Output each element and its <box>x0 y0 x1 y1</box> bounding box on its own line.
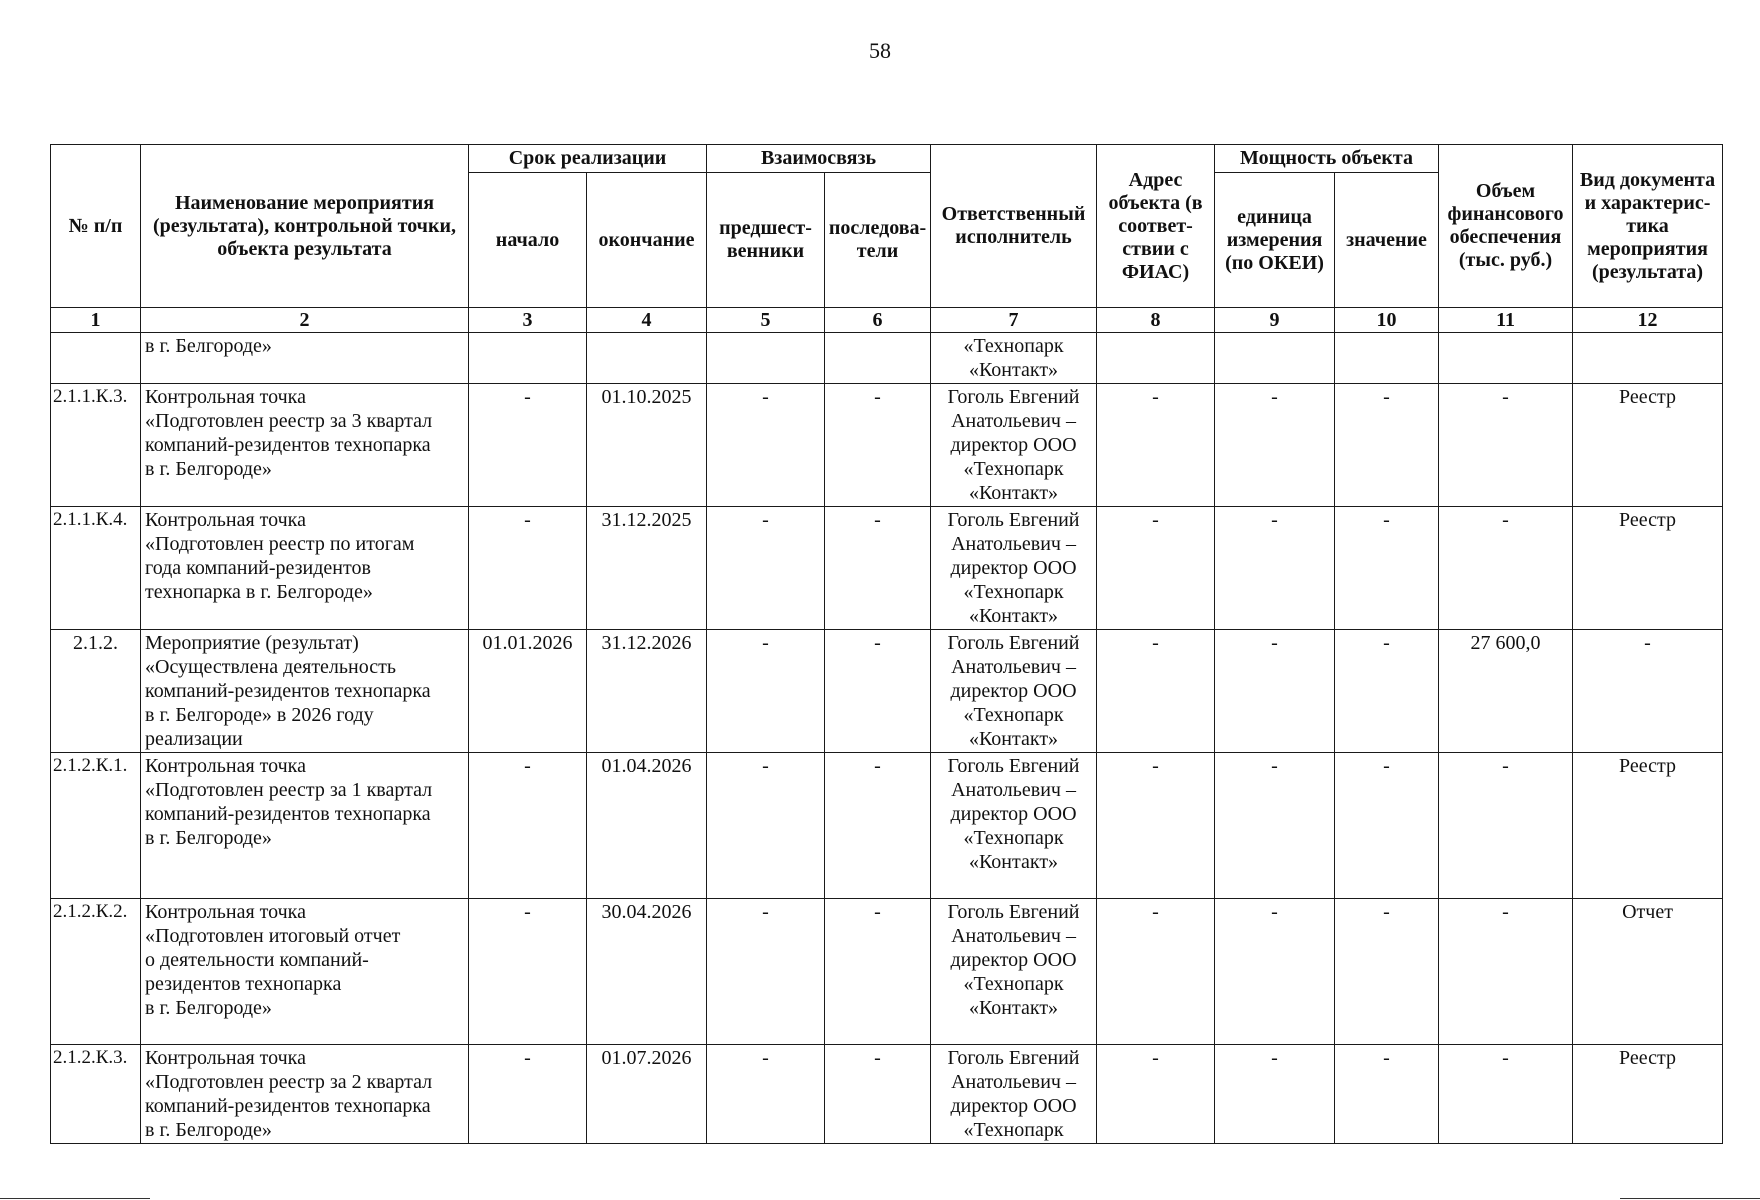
table-row <box>51 1045 1723 1144</box>
row-document: Реестр <box>1573 1045 1723 1144</box>
header-address: Адрес объекта (в соответ-ствии с ФИАС) <box>1097 145 1215 308</box>
table-row <box>51 384 1723 507</box>
row-value: - <box>1335 630 1439 753</box>
row-successors: - <box>825 384 931 507</box>
row-end: 31.12.2026 <box>587 630 707 753</box>
row-predecessors <box>707 333 825 384</box>
row-responsible: Гоголь Евгений Анатольевич – директор ООО «Технопарк «Контакт» <box>931 899 1097 1045</box>
header-period-group: Срок реализации <box>469 145 707 173</box>
row-end: 01.04.2026 <box>587 753 707 899</box>
row-end: 31.12.2025 <box>587 507 707 630</box>
row-end <box>587 333 707 384</box>
row-predecessors: - <box>707 753 825 899</box>
column-number: 8 <box>1097 308 1215 333</box>
table-row <box>51 333 1723 384</box>
header-link-group: Взаимосвязь <box>707 145 931 173</box>
header-finance: Объем финансового обеспечения (тыс. руб.) <box>1439 145 1573 308</box>
row-start: - <box>469 1045 587 1144</box>
row-number: 2.1.1.К.3. <box>51 384 141 507</box>
table-row <box>51 899 1723 1045</box>
row-document <box>1573 333 1723 384</box>
header-predecessors: предшест-венники <box>707 173 825 308</box>
row-value: - <box>1335 899 1439 1045</box>
column-number: 1 <box>51 308 141 333</box>
row-predecessors: - <box>707 899 825 1045</box>
row-number: 2.1.2. <box>51 630 141 753</box>
column-number: 4 <box>587 308 707 333</box>
row-finance: - <box>1439 507 1573 630</box>
row-address: - <box>1097 384 1215 507</box>
row-number <box>51 333 141 384</box>
column-number-row <box>51 308 1723 333</box>
row-document: Отчет <box>1573 899 1723 1045</box>
row-unit <box>1215 333 1335 384</box>
row-successors: - <box>825 630 931 753</box>
row-successors: - <box>825 507 931 630</box>
header-unit: единица измерения (по ОКЕИ) <box>1215 173 1335 308</box>
row-address: - <box>1097 507 1215 630</box>
row-address: - <box>1097 899 1215 1045</box>
row-finance: 27 600,0 <box>1439 630 1573 753</box>
column-number: 6 <box>825 308 931 333</box>
row-number: 2.1.2.К.3. <box>51 1045 141 1144</box>
header-successors: последова-тели <box>825 173 931 308</box>
row-document: Реестр <box>1573 753 1723 899</box>
column-number: 5 <box>707 308 825 333</box>
row-document: - <box>1573 630 1723 753</box>
plan-table <box>50 144 1723 1144</box>
row-address: - <box>1097 1045 1215 1144</box>
row-finance: - <box>1439 899 1573 1045</box>
header-capacity-group: Мощность объекта <box>1215 145 1439 173</box>
row-responsible: Гоголь Евгений Анатольевич – директор ООО «Технопарк «Контакт» <box>931 507 1097 630</box>
header-responsible: Ответственный исполнитель <box>931 145 1097 308</box>
header-start: начало <box>469 173 587 308</box>
row-finance: - <box>1439 1045 1573 1144</box>
row-successors: - <box>825 899 931 1045</box>
row-end: 30.04.2026 <box>587 899 707 1045</box>
row-document: Реестр <box>1573 507 1723 630</box>
column-number: 12 <box>1573 308 1723 333</box>
row-end: 01.10.2025 <box>587 384 707 507</box>
header-num: № п/п <box>51 145 141 308</box>
column-number: 9 <box>1215 308 1335 333</box>
row-start <box>469 333 587 384</box>
row-number: 2.1.2.К.1. <box>51 753 141 899</box>
row-address: - <box>1097 630 1215 753</box>
row-responsible: Гоголь Евгений Анатольевич – директор ООО «Технопарк «Контакт» <box>931 753 1097 899</box>
row-successors: - <box>825 753 931 899</box>
row-predecessors: - <box>707 1045 825 1144</box>
row-number: 2.1.2.К.2. <box>51 899 141 1045</box>
row-start: - <box>469 507 587 630</box>
row-name: Контрольная точка «Подготовлен реестр по итогам года компаний-резидентов технопарка в г. Белгороде» <box>141 507 469 630</box>
row-value <box>1335 333 1439 384</box>
header-end: окончание <box>587 173 707 308</box>
row-name: Контрольная точка «Подготовлен реестр за 1 квартал компаний-резидентов технопарка в г. Белгороде» <box>141 753 469 899</box>
row-unit: - <box>1215 753 1335 899</box>
row-name: Мероприятие (результат) «Осуществлена деятельность компаний-резидентов технопарка в г. Белгороде» в 2026 году реализации <box>141 630 469 753</box>
row-predecessors: - <box>707 384 825 507</box>
row-name: Контрольная точка «Подготовлен итоговый отчет о деятельности компаний- резидентов технопарка в г. Белгороде» <box>141 899 469 1045</box>
row-successors: - <box>825 1045 931 1144</box>
table-row <box>51 507 1723 630</box>
header-document: Вид документа и характерис-тика мероприятия (результата) <box>1573 145 1723 308</box>
row-responsible: Гоголь Евгений Анатольевич – директор ООО «Технопарк «Контакт» <box>931 630 1097 753</box>
column-number: 10 <box>1335 308 1439 333</box>
row-predecessors: - <box>707 507 825 630</box>
row-unit: - <box>1215 384 1335 507</box>
row-start: - <box>469 899 587 1045</box>
row-unit: - <box>1215 1045 1335 1144</box>
row-document: Реестр <box>1573 384 1723 507</box>
row-finance: - <box>1439 384 1573 507</box>
row-unit: - <box>1215 899 1335 1045</box>
row-finance: - <box>1439 753 1573 899</box>
row-finance <box>1439 333 1573 384</box>
row-end: 01.07.2026 <box>587 1045 707 1144</box>
header-value: значение <box>1335 173 1439 308</box>
row-name: Контрольная точка «Подготовлен реестр за 3 квартал компаний-резидентов технопарка в г. Белгороде» <box>141 384 469 507</box>
row-address <box>1097 333 1215 384</box>
page-number: 58 <box>869 38 891 63</box>
row-value: - <box>1335 753 1439 899</box>
row-responsible: Гоголь Евгений Анатольевич – директор ООО «Технопарк «Контакт» <box>931 384 1097 507</box>
row-predecessors: - <box>707 630 825 753</box>
row-successors <box>825 333 931 384</box>
column-number: 2 <box>141 308 469 333</box>
table-row <box>51 753 1723 899</box>
column-number: 7 <box>931 308 1097 333</box>
row-name: в г. Белгороде» <box>141 333 469 384</box>
row-number: 2.1.1.К.4. <box>51 507 141 630</box>
column-number: 11 <box>1439 308 1573 333</box>
row-value: - <box>1335 1045 1439 1144</box>
row-unit: - <box>1215 630 1335 753</box>
row-address: - <box>1097 753 1215 899</box>
row-name: Контрольная точка «Подготовлен реестр за 2 квартал компаний-резидентов технопарка в г. Белгороде» <box>141 1045 469 1144</box>
row-start: - <box>469 384 587 507</box>
row-responsible: «Технопарк «Контакт» <box>931 333 1097 384</box>
page-edge-mark <box>0 1198 150 1199</box>
header-name: Наименование мероприятия (результата), контрольной точки, объекта результата <box>141 145 469 308</box>
page-edge-mark <box>1620 1198 1760 1199</box>
row-unit: - <box>1215 507 1335 630</box>
row-value: - <box>1335 507 1439 630</box>
column-number: 3 <box>469 308 587 333</box>
row-value: - <box>1335 384 1439 507</box>
row-start: - <box>469 753 587 899</box>
row-start: 01.01.2026 <box>469 630 587 753</box>
table-row <box>51 630 1723 753</box>
row-responsible: Гоголь Евгений Анатольевич – директор ООО «Технопарк <box>931 1045 1097 1144</box>
